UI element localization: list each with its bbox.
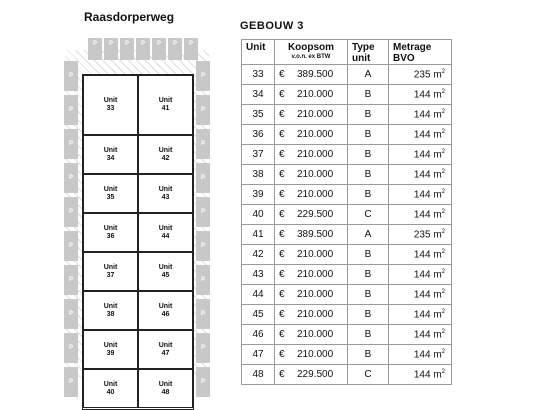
price-cell bbox=[275, 345, 348, 365]
unit-cell bbox=[83, 252, 138, 291]
parking-spot-left: P bbox=[64, 61, 78, 91]
table-row bbox=[242, 185, 452, 205]
area-value: 144 m bbox=[413, 89, 442, 101]
parking-spot-right: P bbox=[196, 129, 210, 159]
price-cell bbox=[275, 105, 348, 125]
table-row bbox=[242, 285, 452, 305]
table-row bbox=[242, 345, 452, 365]
area-cell bbox=[389, 65, 452, 85]
area-cell bbox=[389, 285, 452, 305]
price-cell bbox=[275, 145, 348, 165]
type-cell: B bbox=[348, 305, 389, 325]
area-exponent: 2 bbox=[441, 188, 445, 195]
unit-number-cell: 47 bbox=[242, 345, 275, 365]
parking-spot-left: P bbox=[64, 95, 78, 125]
parking-spot-right: P bbox=[196, 197, 210, 227]
unit-cell bbox=[138, 135, 193, 174]
table-row bbox=[242, 165, 452, 185]
price-cell bbox=[275, 85, 348, 105]
header-type: Type unit bbox=[348, 40, 389, 65]
unit-number-cell: 37 bbox=[242, 145, 275, 165]
currency-symbol: € bbox=[279, 109, 285, 120]
type-cell: B bbox=[348, 245, 389, 265]
area-exponent: 2 bbox=[441, 168, 445, 175]
price-value: 229.500 bbox=[297, 369, 334, 380]
parking-spot-top: P bbox=[152, 38, 166, 60]
price-value: 210.000 bbox=[297, 289, 334, 300]
unit-cell bbox=[83, 135, 138, 174]
area-value: 144 m bbox=[413, 349, 442, 361]
unit-cell bbox=[138, 369, 193, 408]
unit-label: Unit bbox=[103, 97, 118, 104]
price-value: 210.000 bbox=[297, 349, 334, 360]
unit-number-cell: 42 bbox=[242, 245, 275, 265]
parking-spot-top: P bbox=[184, 38, 198, 60]
currency-symbol: € bbox=[279, 189, 285, 200]
price-value: 210.000 bbox=[297, 309, 334, 320]
price-value: 210.000 bbox=[297, 269, 334, 280]
table-row bbox=[242, 325, 452, 345]
parking-spot-right: P bbox=[196, 367, 210, 397]
unit-label: Unit bbox=[103, 146, 118, 154]
area-cell bbox=[389, 225, 452, 245]
unit-cell bbox=[83, 213, 138, 252]
building-block bbox=[82, 74, 194, 410]
unit-cell bbox=[138, 330, 193, 369]
unit-label: Unit bbox=[158, 185, 173, 193]
unit-number-cell: 43 bbox=[242, 265, 275, 285]
unit-number-cell: 46 bbox=[242, 325, 275, 345]
unit-cell bbox=[83, 291, 138, 330]
currency-symbol: € bbox=[279, 329, 285, 340]
unit-number: 45 bbox=[161, 271, 170, 279]
table-body bbox=[242, 65, 452, 385]
unit-number: 48 bbox=[161, 388, 170, 396]
currency-symbol: € bbox=[279, 309, 285, 320]
currency-symbol: € bbox=[279, 249, 285, 260]
parking-spot-left: P bbox=[64, 333, 78, 363]
area-value: 144 m bbox=[413, 249, 442, 261]
area-exponent: 2 bbox=[441, 308, 445, 315]
area-exponent: 2 bbox=[441, 68, 445, 75]
area-cell bbox=[389, 325, 452, 345]
currency-symbol: € bbox=[279, 69, 285, 80]
area-exponent: 2 bbox=[441, 368, 445, 375]
price-value: 229.500 bbox=[297, 209, 334, 220]
parking-spot-left: P bbox=[64, 129, 78, 159]
table-row bbox=[242, 205, 452, 225]
area-cell bbox=[389, 185, 452, 205]
unit-number-cell: 34 bbox=[242, 85, 275, 105]
unit-number: 38 bbox=[106, 310, 115, 318]
price-table bbox=[241, 39, 452, 385]
parking-spot-right: P bbox=[196, 95, 210, 125]
unit-label: Unit bbox=[158, 380, 173, 388]
area-value: 144 m bbox=[413, 329, 442, 341]
type-cell: A bbox=[348, 65, 389, 85]
parking-spot-right: P bbox=[196, 299, 210, 329]
header-unit: Unit bbox=[242, 40, 275, 65]
area-cell bbox=[389, 305, 452, 325]
unit-number: 34 bbox=[106, 154, 115, 162]
unit-number: 44 bbox=[161, 232, 170, 240]
price-value: 210.000 bbox=[297, 149, 334, 160]
area-exponent: 2 bbox=[441, 228, 445, 235]
area-exponent: 2 bbox=[441, 268, 445, 275]
area-value: 144 m bbox=[413, 109, 442, 121]
area-exponent: 2 bbox=[441, 348, 445, 355]
area-exponent: 2 bbox=[441, 88, 445, 95]
area-cell bbox=[389, 245, 452, 265]
price-cell bbox=[275, 125, 348, 145]
unit-number: 42 bbox=[161, 154, 170, 162]
unit-number: 39 bbox=[106, 349, 115, 357]
parking-spot-left: P bbox=[64, 265, 78, 295]
currency-symbol: € bbox=[279, 149, 285, 160]
unit-cell bbox=[83, 75, 138, 135]
unit-label: Unit bbox=[103, 380, 118, 388]
parking-spot-right: P bbox=[196, 163, 210, 193]
area-exponent: 2 bbox=[441, 208, 445, 215]
price-cell bbox=[275, 225, 348, 245]
price-cell bbox=[275, 285, 348, 305]
currency-symbol: € bbox=[279, 369, 285, 380]
price-value: 210.000 bbox=[297, 129, 334, 140]
table-row bbox=[242, 85, 452, 105]
area-value: 235 m bbox=[413, 229, 442, 241]
area-exponent: 2 bbox=[441, 328, 445, 335]
unit-number-cell: 40 bbox=[242, 205, 275, 225]
price-cell bbox=[275, 165, 348, 185]
unit-cell bbox=[138, 213, 193, 252]
area-exponent: 2 bbox=[441, 288, 445, 295]
unit-number-cell: 44 bbox=[242, 285, 275, 305]
area-value: 144 m bbox=[413, 129, 442, 141]
table-row bbox=[242, 65, 452, 85]
area-cell bbox=[389, 145, 452, 165]
area-value: 144 m bbox=[413, 149, 442, 161]
table-row bbox=[242, 245, 452, 265]
unit-number: 46 bbox=[161, 310, 170, 318]
area-value: 144 m bbox=[413, 209, 442, 221]
area-cell bbox=[389, 205, 452, 225]
type-cell: B bbox=[348, 185, 389, 205]
unit-number-cell: 45 bbox=[242, 305, 275, 325]
unit-number-cell: 48 bbox=[242, 365, 275, 385]
type-cell: B bbox=[348, 325, 389, 345]
unit-cell bbox=[138, 252, 193, 291]
header-area: Metrage BVO bbox=[389, 40, 452, 65]
price-cell bbox=[275, 245, 348, 265]
unit-label: Unit bbox=[158, 224, 173, 232]
table-row bbox=[242, 265, 452, 285]
area-value: 144 m bbox=[413, 189, 442, 201]
unit-number-cell: 35 bbox=[242, 105, 275, 125]
unit-cell bbox=[83, 369, 138, 408]
unit-number: 41 bbox=[161, 105, 170, 112]
price-value: 210.000 bbox=[297, 89, 334, 100]
area-value: 144 m bbox=[413, 269, 442, 281]
area-value: 144 m bbox=[413, 369, 442, 381]
building-title: GEBOUW 3 bbox=[240, 20, 304, 32]
price-value: 210.000 bbox=[297, 329, 334, 340]
price-value: 210.000 bbox=[297, 169, 334, 180]
table-row bbox=[242, 145, 452, 165]
price-value: 389.500 bbox=[297, 229, 334, 240]
area-cell bbox=[389, 125, 452, 145]
table-row bbox=[242, 225, 452, 245]
header-price: Koopsom v.o.n. ex BTW bbox=[275, 40, 348, 65]
area-exponent: 2 bbox=[441, 128, 445, 135]
currency-symbol: € bbox=[279, 209, 285, 220]
parking-spot-top: P bbox=[168, 38, 182, 60]
unit-number: 35 bbox=[106, 193, 115, 201]
parking-spot-right: P bbox=[196, 61, 210, 91]
type-cell: A bbox=[348, 225, 389, 245]
table-header-row bbox=[242, 40, 452, 65]
area-cell bbox=[389, 85, 452, 105]
unit-label: Unit bbox=[158, 146, 173, 154]
area-cell bbox=[389, 265, 452, 285]
type-cell: B bbox=[348, 285, 389, 305]
unit-label: Unit bbox=[103, 224, 118, 232]
area-cell bbox=[389, 365, 452, 385]
unit-number-cell: 41 bbox=[242, 225, 275, 245]
parking-spot-right: P bbox=[196, 333, 210, 363]
type-cell: B bbox=[348, 85, 389, 105]
price-value: 210.000 bbox=[297, 109, 334, 120]
area-exponent: 2 bbox=[441, 248, 445, 255]
parking-spot-left: P bbox=[64, 163, 78, 193]
unit-label: Unit bbox=[158, 263, 173, 271]
unit-label: Unit bbox=[103, 341, 118, 349]
unit-label: Unit bbox=[103, 263, 118, 271]
area-exponent: 2 bbox=[441, 108, 445, 115]
unit-number-cell: 38 bbox=[242, 165, 275, 185]
price-cell bbox=[275, 325, 348, 345]
unit-label: Unit bbox=[158, 341, 173, 349]
currency-symbol: € bbox=[279, 349, 285, 360]
price-cell bbox=[275, 205, 348, 225]
unit-cell bbox=[83, 174, 138, 213]
price-value: 210.000 bbox=[297, 249, 334, 260]
unit-number: 37 bbox=[106, 271, 115, 279]
table-row bbox=[242, 125, 452, 145]
unit-label: Unit bbox=[158, 97, 173, 104]
header-price-sub: v.o.n. ex BTW bbox=[291, 54, 331, 60]
area-cell bbox=[389, 105, 452, 125]
parking-spot-left: P bbox=[64, 197, 78, 227]
type-cell: B bbox=[348, 165, 389, 185]
currency-symbol: € bbox=[279, 229, 285, 240]
area-exponent: 2 bbox=[441, 148, 445, 155]
price-value: 210.000 bbox=[297, 189, 334, 200]
type-cell: C bbox=[348, 205, 389, 225]
type-cell: B bbox=[348, 265, 389, 285]
parking-spot-left: P bbox=[64, 299, 78, 329]
unit-number: 43 bbox=[161, 193, 170, 201]
type-cell: B bbox=[348, 125, 389, 145]
unit-cell bbox=[83, 330, 138, 369]
unit-number: 36 bbox=[106, 232, 115, 240]
area-cell bbox=[389, 345, 452, 365]
currency-symbol: € bbox=[279, 289, 285, 300]
type-cell: C bbox=[348, 365, 389, 385]
price-cell bbox=[275, 365, 348, 385]
unit-cell bbox=[138, 291, 193, 330]
area-cell bbox=[389, 165, 452, 185]
currency-symbol: € bbox=[279, 129, 285, 140]
unit-label: Unit bbox=[103, 302, 118, 310]
unit-cell bbox=[138, 75, 193, 135]
unit-label: Unit bbox=[103, 185, 118, 193]
currency-symbol: € bbox=[279, 169, 285, 180]
unit-number-cell: 36 bbox=[242, 125, 275, 145]
price-cell bbox=[275, 185, 348, 205]
type-cell: B bbox=[348, 345, 389, 365]
parking-spot-right: P bbox=[196, 231, 210, 261]
type-cell: B bbox=[348, 105, 389, 125]
parking-spot-left: P bbox=[64, 231, 78, 261]
parking-spot-right: P bbox=[196, 265, 210, 295]
parking-spot-top: P bbox=[104, 38, 118, 60]
price-cell bbox=[275, 265, 348, 285]
site-plan bbox=[62, 36, 212, 396]
unit-number: 47 bbox=[161, 349, 170, 357]
parking-spot-top: P bbox=[136, 38, 150, 60]
area-value: 144 m bbox=[413, 289, 442, 301]
price-cell bbox=[275, 65, 348, 85]
table-row bbox=[242, 105, 452, 125]
unit-number: 33 bbox=[106, 105, 115, 112]
unit-cell bbox=[138, 174, 193, 213]
unit-number-cell: 39 bbox=[242, 185, 275, 205]
unit-number: 40 bbox=[106, 388, 115, 396]
parking-spot-top: P bbox=[88, 38, 102, 60]
area-value: 235 m bbox=[413, 69, 442, 81]
currency-symbol: € bbox=[279, 89, 285, 100]
area-value: 144 m bbox=[413, 169, 442, 181]
parking-spot-top: P bbox=[120, 38, 134, 60]
price-cell bbox=[275, 305, 348, 325]
unit-number-cell: 33 bbox=[242, 65, 275, 85]
parking-spot-left: P bbox=[64, 367, 78, 397]
area-value: 144 m bbox=[413, 309, 442, 321]
road-name: Raasdorperweg bbox=[84, 10, 175, 24]
table-row bbox=[242, 305, 452, 325]
price-value: 389.500 bbox=[297, 69, 334, 80]
table-row bbox=[242, 365, 452, 385]
currency-symbol: € bbox=[279, 269, 285, 280]
unit-label: Unit bbox=[158, 302, 173, 310]
type-cell: B bbox=[348, 145, 389, 165]
